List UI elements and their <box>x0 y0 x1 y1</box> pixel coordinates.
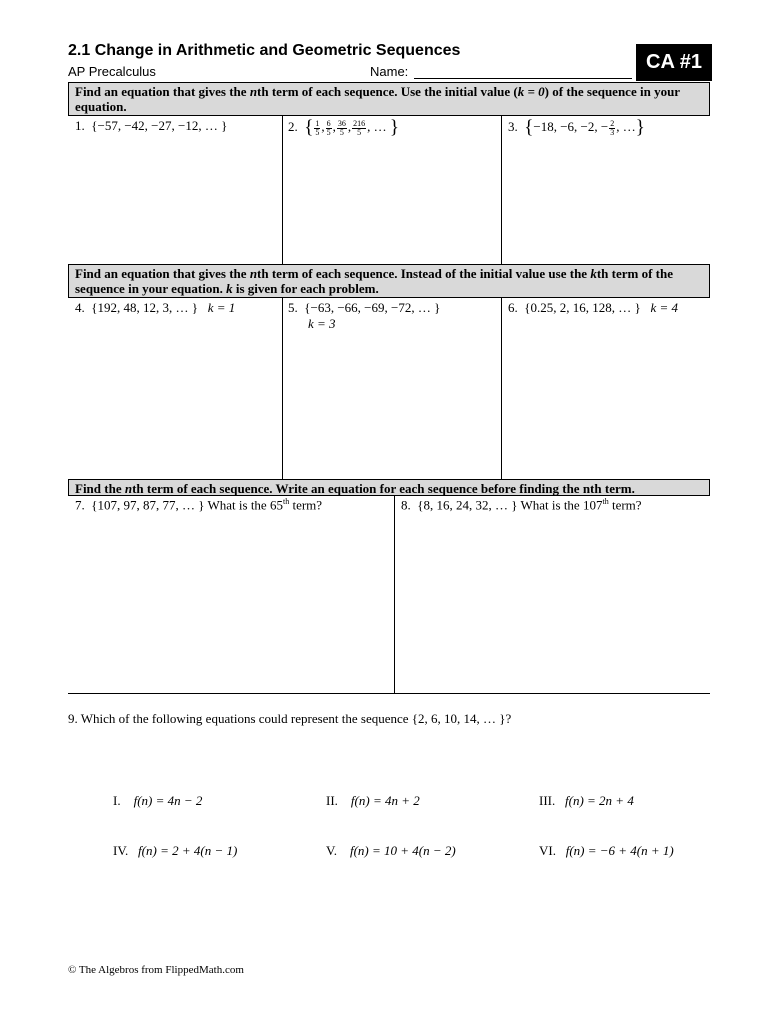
assignment-badge: CA #1 <box>636 44 712 81</box>
name-label: Name: <box>370 64 409 79</box>
problem-5: 5. {−63, −66, −69, −72, … } <box>288 300 441 315</box>
option-II: II. f(n) = 4n + 2 <box>326 793 420 808</box>
worksheet-title: 2.1 Change in Arithmetic and Geometric Sequences <box>68 42 461 59</box>
column-divider <box>282 116 283 264</box>
option-IV: IV. f(n) = 2 + 4(n − 1) <box>113 843 238 858</box>
option-I: I. f(n) = 4n − 2 <box>113 793 203 808</box>
problem-4: 4. {192, 48, 12, 3, … } k = 1 <box>75 300 236 315</box>
problem-6: 6. {0.25, 2, 16, 128, … } k = 4 <box>508 300 679 315</box>
problem-5-k: k = 3 <box>308 316 336 331</box>
problem-2: 2. { $\frac{1}{5}$ , $\frac{6}{5}$ , $\frac{36}{5}$ , $\frac{216}{5}$ , … } <box>288 117 399 138</box>
option-III: III. f(n) = 2n + 4 <box>539 793 634 808</box>
course-label: AP Precalculus <box>68 64 156 79</box>
question-9: 9. Which of the following equations could represent the sequence {2, 6, 10, 14, … }? <box>68 711 512 726</box>
column-divider <box>501 116 502 264</box>
problem-7: 7. {107, 97, 87, 77, … } What is the 65th term? <box>75 497 323 513</box>
section-bottom-rule <box>68 693 710 694</box>
option-V: V. f(n) = 10 + 4(n − 2) <box>326 843 456 858</box>
section-3-instructions: Find the nth term of each sequence. Write an equation for each sequence before finding the nth term. <box>68 479 710 496</box>
section-1-instructions: Find an equation that gives the nth term of each sequence. Use the initial value (k = 0) of the sequence in your equation. <box>68 82 710 116</box>
name-blank-line[interactable] <box>414 78 632 79</box>
column-divider <box>394 496 395 693</box>
problem-3: 3. {−18, −6, −2, − $\frac{2}{3}$ , …} <box>508 117 645 138</box>
problem-8: 8. {8, 16, 24, 32, … } What is the 107th term? <box>401 497 642 513</box>
column-divider <box>282 298 283 479</box>
section-2-instructions: Find an equation that gives the nth term of each sequence. Instead of the initial value use the kth term of the sequence in your equation. k is given for each problem. <box>68 264 710 298</box>
copyright-footer: © The Algebros from FlippedMath.com <box>68 964 244 976</box>
option-VI: VI. f(n) = −6 + 4(n + 1) <box>539 843 674 858</box>
problem-1: 1. {−57, −42, −27, −12, … } <box>75 118 228 133</box>
column-divider <box>501 298 502 479</box>
